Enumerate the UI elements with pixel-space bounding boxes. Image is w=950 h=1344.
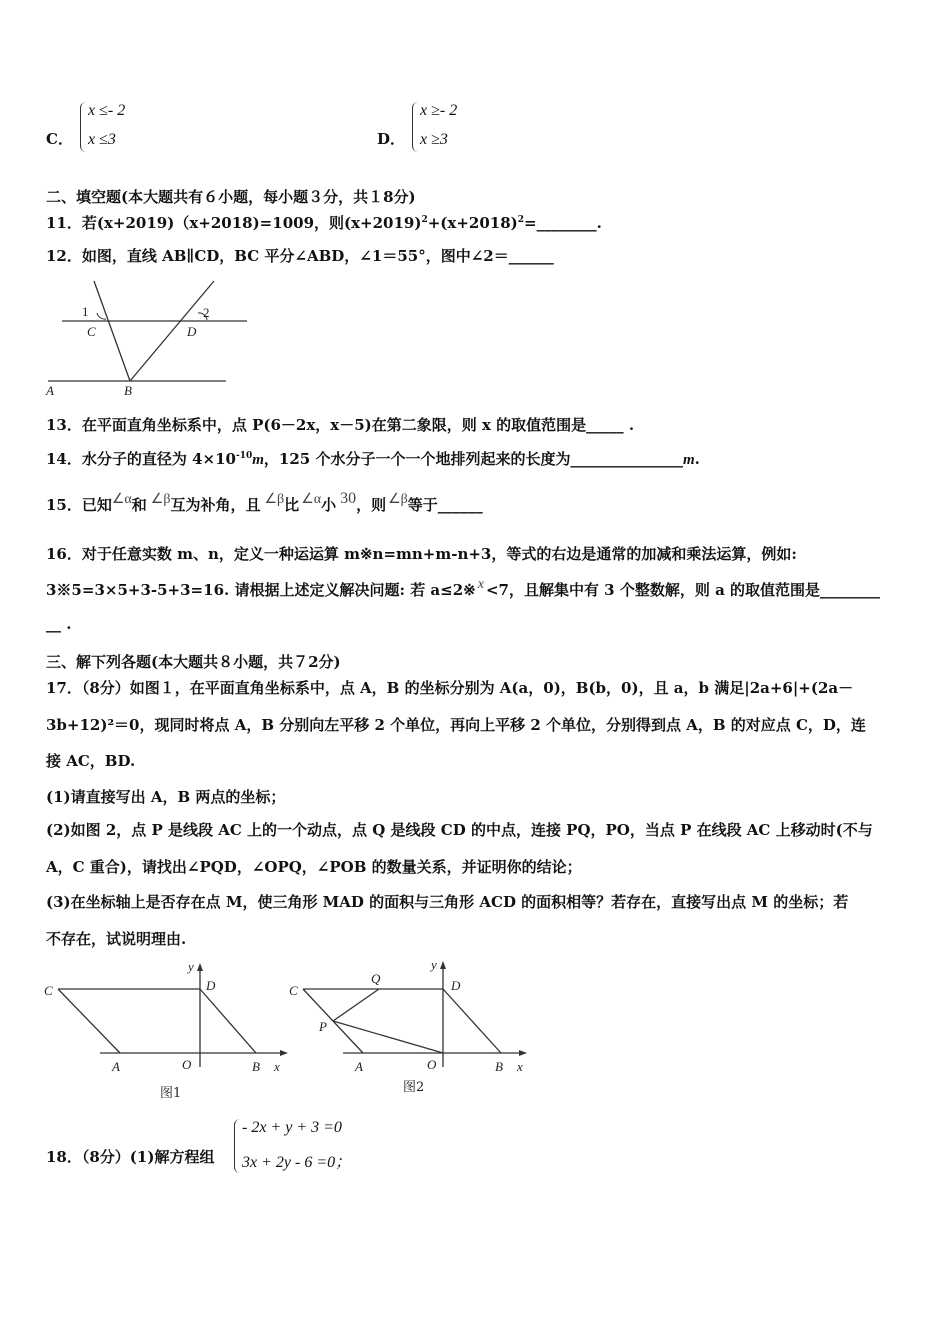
question-18-prefix: 18．（8分）(1)解方程组 (46, 1148, 215, 1166)
question-17-line2: 3b+12)²＝0，现同时将点 A，B 分别向左平移 2 个单位，再向上平移 2 个单位，分别得到点 A，B 的对应点 C，D，连 (46, 716, 866, 734)
q15-than: 比 (284, 496, 300, 514)
q11-end: =________. (524, 214, 602, 232)
angle-1-arc (97, 313, 106, 319)
fig2-segment-bd (443, 989, 501, 1053)
q15-beta2: ∠β (264, 492, 285, 507)
question-13: 13．在平面直角坐标系中，点 P(6－2x，x－5)在第二象限，则 x 的取值范围是_____ . (46, 416, 635, 434)
q18-eq1: - 2x + y + 3 =0 (242, 1119, 342, 1136)
fig2-label-x: x (517, 1059, 523, 1074)
question-12: 12．如图，直线 AB∥CD，BC 平分∠ABD，∠1＝55°，图中∠2＝______ (46, 247, 554, 265)
q15-alpha2: ∠α (301, 492, 322, 507)
option-d-line1: x ≥- 2 (420, 102, 458, 119)
fig2-label-b: B (495, 1059, 503, 1074)
q12-figure (40, 275, 255, 400)
section-3-title: 三、解下列各题(本大题共８小题，共７2分) (46, 653, 341, 671)
fig1-label-a: A (112, 1059, 120, 1074)
q14-prefix: 14．水分子的直径为 4×10 (46, 450, 236, 468)
fig2-label-p: P (319, 1019, 327, 1034)
label-c: C (87, 324, 96, 339)
question-11 (46, 212, 602, 233)
line-bd (130, 281, 214, 381)
line-bc (94, 281, 130, 381)
question-17-part1: (1)请直接写出 A，B 两点的坐标； (46, 788, 286, 806)
fig2-segment-po (333, 1021, 443, 1053)
q18-brace (234, 1119, 241, 1173)
option-c-line1: x ≤- 2 (88, 102, 126, 119)
q14-end: . (694, 450, 700, 468)
fig2-label-o: O (427, 1057, 437, 1072)
fig1-label-c: C (44, 983, 53, 998)
question-17-line3: 接 AC，BD. (46, 752, 136, 770)
label-d: D (187, 324, 197, 339)
question-15 (46, 490, 483, 515)
q15-beta3: ∠β (388, 492, 408, 507)
question-16-line2 (46, 579, 880, 600)
q15-and: 和 (131, 496, 147, 514)
q11-sup-1: 2 (421, 215, 428, 225)
fig1-label-y: y (188, 959, 194, 974)
option-d-brace (412, 102, 419, 152)
q16-x: x (477, 577, 484, 592)
label-1: 1 (82, 304, 89, 319)
q15-end: 等于______ (407, 496, 483, 514)
q15-mid: 互为补角，且 (170, 496, 261, 514)
q14-exp: -10 (235, 451, 253, 461)
option-c-brace (80, 102, 87, 152)
fig2-segment-pq (333, 989, 379, 1021)
fig1-segment-bd (200, 989, 256, 1053)
fig2-y-arrow (440, 961, 446, 969)
fig1-label-d: D (206, 978, 216, 993)
q14-unit: m (252, 452, 264, 468)
fig1-label-b: B (252, 1059, 260, 1074)
q16-line2-b: <7，且解集中有 3 个整数解，则 a 的取值范围是________ (485, 581, 881, 599)
fig2-x-arrow (519, 1050, 527, 1056)
q14-mid: ，125 个水分子一个一个地排列起来的长度为 (263, 450, 571, 468)
q18-eq2: 3x + 2y - 6 =0； (242, 1154, 352, 1171)
question-17-part2b: A，C 重合)，请找出∠PQD，∠OPQ，∠POB 的数量关系，并证明你的结论； (46, 858, 582, 876)
q11-sup-2: 2 (517, 215, 525, 225)
q15-prefix: 15．已知 (46, 496, 112, 514)
label-a: A (46, 383, 54, 398)
label-b: B (124, 383, 132, 398)
fig1-y-arrow (197, 963, 203, 971)
question-17-line1: 17．（8分）如图１，在平面直角坐标系中，点 A，B 的坐标分别为 A(a，0)，B(b，0)，且 a，b 满足|2a+6|+(2a－ (46, 679, 854, 697)
option-d-line2: x ≥3 (420, 131, 448, 148)
q11-mid: +(x+2018) (427, 214, 518, 232)
q15-small: 小 (321, 496, 337, 514)
option-c-label: C． (46, 130, 73, 148)
q15-alpha: ∠α (111, 492, 132, 507)
q14-blank: _______________ (570, 450, 683, 468)
fig2-caption: 图2 (403, 1080, 425, 1095)
q16-line2-a: 3※5=3×5+3-5+3=16. 请根据上述定义解决问题: 若 a≤2※ (46, 581, 476, 599)
fig2-label-y: y (431, 957, 437, 972)
option-d-label: D． (377, 130, 406, 148)
q17-figure-2 (285, 955, 545, 1100)
question-14 (46, 448, 700, 469)
question-17-part2a: (2)如图 2，点 P 是线段 AC 上的一个动点，点 Q 是线段 CD 的中点，连接 PQ，PO，当点 P 在线段 AC 上移动时(不与 (46, 821, 873, 839)
q15-beta: ∠β (150, 492, 171, 507)
fig1-segment-ac (58, 989, 120, 1053)
q15-thirty: 30 (340, 490, 357, 507)
q14-end-unit: m (682, 452, 695, 468)
question-16-line1: 16．对于任意实数 m、n，定义一种运运算 m※n=mn+m-n+3，等式的右边是通常的加减和乘法运算，例如: (46, 545, 797, 563)
fig1-caption: 图1 (160, 1086, 182, 1101)
option-c-line2: x ≤3 (88, 131, 116, 148)
fig2-label-a: A (355, 1059, 363, 1074)
fig2-label-d: D (451, 978, 461, 993)
question-17-part3b: 不存在，试说明理由. (46, 930, 187, 948)
q11-prefix: 11．若(x+2019)（x+2018)=1009，则(x+2019) (46, 214, 422, 232)
section-2-title: 二、填空题(本大题共有６小题，每小题３分，共１8分) (46, 188, 416, 206)
fig1-label-o: O (182, 1057, 192, 1072)
fig1-label-x: x (274, 1059, 280, 1074)
fig2-label-q: Q (371, 971, 381, 986)
q17-figure-1 (40, 955, 300, 1105)
label-2: 2 (203, 305, 210, 320)
question-17-part3a: (3)在坐标轴上是否存在点 M，使三角形 MAD 的面积与三角形 ACD 的面积相等？若存在，直接写出点 M 的坐标；若 (46, 893, 849, 911)
q15-then: ，则 (356, 496, 387, 514)
question-16-line3: __ . (46, 615, 72, 633)
fig2-label-c: C (289, 983, 298, 998)
